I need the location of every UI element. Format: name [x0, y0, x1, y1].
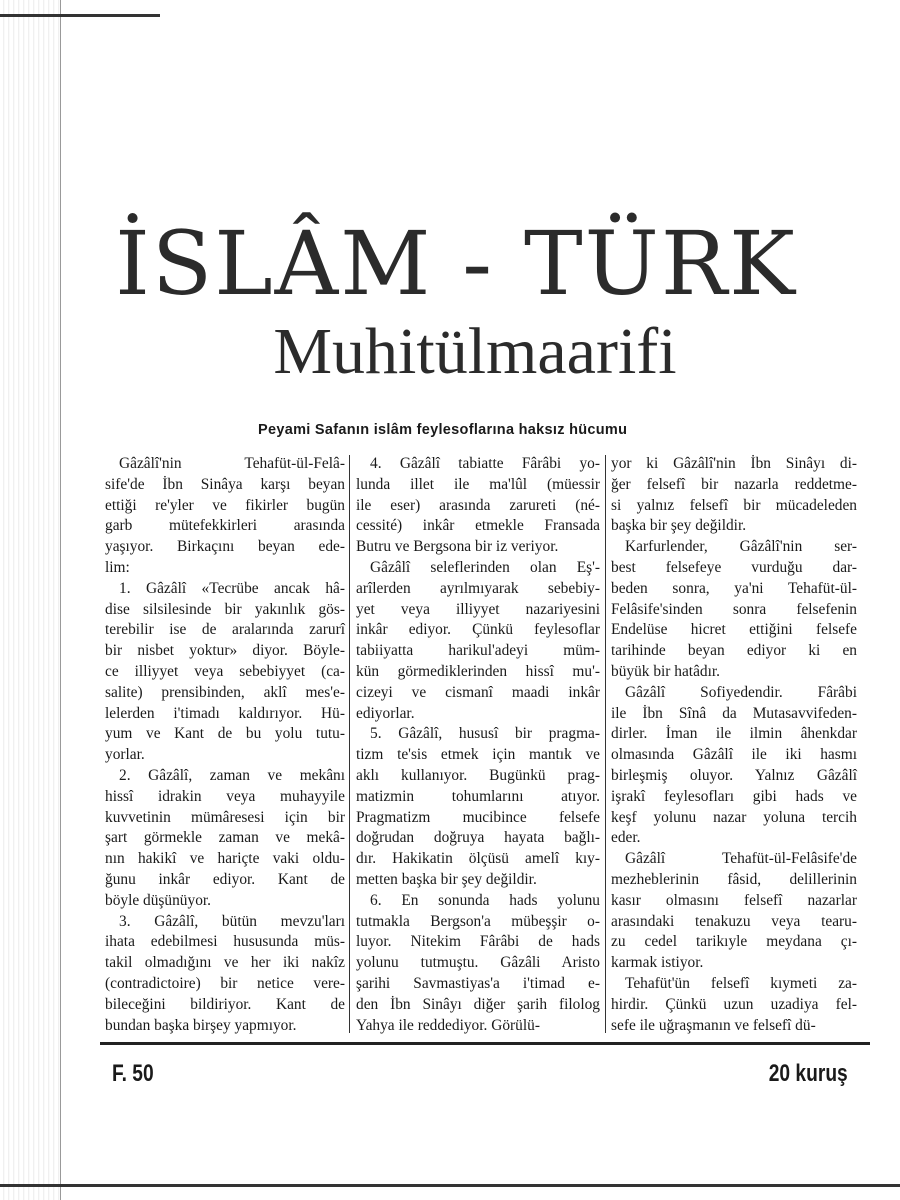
text-line: Endelüse hicret ettiğini felsefe [611, 621, 857, 639]
text-line: tizm te'sis etmek için mantık ve [356, 746, 600, 764]
text-line: doğrudan doğruya hayata bağlı- [356, 829, 600, 847]
text-line: kuvvetinin mümâresesi için bir [105, 808, 345, 826]
text-line: hissî idrakin veya muhayyile [105, 787, 345, 805]
text-line: zu cedel tarikıyle meydana çı- [611, 933, 857, 951]
text-line: ğunu inkâr ediyor. Kant de [105, 870, 345, 888]
paragraph [611, 537, 857, 683]
text-line: salite) prensibinden, aklî mes'e- [105, 683, 345, 701]
text-line: lunda illet ile ma'lûl (müessir [356, 475, 600, 493]
price: 20 kuruş [769, 1060, 848, 1087]
text-line: Butru ve Bergsona bir iz veriyor. [356, 538, 559, 556]
masthead-subtitle: Muhitülmaarifi [273, 315, 677, 388]
text-line: Tehafüt'ün felsefî kıymeti za- [625, 974, 857, 992]
paragraph [356, 891, 600, 1037]
column-divider [605, 455, 606, 1033]
text-line: olmasında Gâzâlî ile iki hasmı [611, 746, 857, 764]
text-line: hirdir. Çünkü uzun uzadiya fel- [611, 995, 857, 1013]
text-line: kün görmediklerinden hissî mu'- [356, 662, 600, 680]
text-line: dise silsilesinde bir yakınlık gös- [105, 600, 345, 618]
article-column-2 [356, 454, 600, 1036]
text-line: büyük bir hatâdır. [611, 662, 720, 680]
paragraph [611, 454, 857, 537]
text-line: dirler. İman ile ilmin âhenkdar [611, 725, 857, 743]
text-line: Gâzâlî seleflerinden olan Eş'- [370, 558, 600, 576]
text-line: tutmakla Bergson'a mübeşşir o- [356, 912, 600, 930]
text-line: cizeyi ve cismanî maadi inkâr [356, 683, 600, 701]
text-line: ettiği re'yler ve fikirler bugün [105, 496, 345, 514]
text-line: beden sonra, ya'ni Tehafüt-ül- [611, 579, 857, 597]
text-line: 3. Gâzâlî, bütün mevzu'ları [119, 912, 345, 930]
text-line: eder. [611, 829, 641, 847]
text-line: ce illiyyet veya sebebiyyet (ca- [105, 662, 345, 680]
column-divider [349, 455, 350, 1033]
text-line: yaşıyor. Birkaçını beyan ede- [105, 538, 345, 556]
page-edge [60, 0, 61, 1200]
paragraph [105, 912, 345, 1037]
text-line: birleşmiş oluyor. Yalnız Gâzâlî [611, 766, 857, 784]
text-line: takil olmadığını ve her iki nakîz [105, 954, 345, 972]
text-line: Felâsife'sinden sonra felsefenin [611, 600, 857, 618]
text-line: Gâzâlî Sofiyedendir. Fârâbi [625, 683, 857, 701]
scan-binding-margin [0, 0, 62, 1200]
paragraph [105, 766, 345, 912]
text-line: sife'de İbn Sinâya karşı beyan [105, 475, 345, 493]
text-line: Gâzâlî Tehafüt-ül-Felâsife'de [625, 850, 857, 868]
text-line: yum ve Kant de bu yolu tutu- [105, 725, 345, 743]
text-line: tarihinde beyan ediyor ki en [611, 642, 857, 660]
article-headline: Peyami Safanın islâm feylesoflarına haksız hücumu [258, 422, 628, 438]
text-line: yorlar. [105, 746, 145, 764]
text-line: yet veya illiyyet nazariyesini [356, 600, 600, 618]
text-line: Karfurlender, Gâzâlî'nin ser- [625, 538, 857, 556]
text-line: nın hakikî ve hariçte vaki oldu- [105, 850, 345, 868]
text-line: bileceğini bildiriyor. Kant de [105, 995, 345, 1013]
text-line: tabiiyatta harikul'adeyi müm- [356, 642, 600, 660]
text-line: matizmin tohumlarını atıyor. [356, 787, 600, 805]
footer-rule [100, 1042, 870, 1045]
bottom-rule [0, 1184, 900, 1187]
text-line: ğer felsefî bir nazarla reddetme- [611, 475, 857, 493]
text-line: metten başka bir şey değildir. [356, 870, 537, 888]
text-line: yolunu tutmuştu. Gâzâli Aristo [356, 954, 600, 972]
text-line: si yalnız felsefî bir mücadeleden [611, 496, 857, 514]
text-line: arasındaki tenakuzu veya tearu- [611, 912, 857, 930]
text-line: arîlerden ayrılmıyarak sebebiy- [356, 579, 600, 597]
text-line: şarihi Savmastiyas'a i'timad e- [356, 974, 600, 992]
text-line: mezheblerinin fâsid, delillerinin [611, 870, 857, 888]
text-line: luyor. Nitekim Fârâbi de hads [356, 933, 600, 951]
article-column-3 [611, 454, 857, 1036]
text-line: işrakî feylesofları gibi hads ve [611, 787, 857, 805]
text-line: lelerden i'timadı kaldırıyor. Hü- [105, 704, 345, 722]
text-line: bir nisbet yoktur» diyor. Böyle- [105, 642, 345, 660]
text-line: 6. En sonunda hads yolunu [370, 891, 600, 909]
paragraph [356, 724, 600, 890]
text-line: sefe ile uğraşmanın ve felsefî dü- [611, 1016, 816, 1034]
issue-number: F. 50 [112, 1060, 154, 1087]
text-line: Pragmatizm mucibince felsefe [356, 808, 600, 826]
text-line: ile İbn Sînâ da Mutasavvifeden- [611, 704, 857, 722]
paragraph [356, 454, 600, 558]
text-line: kasır olmasını felsefî nazarlar [611, 891, 857, 909]
text-line: keşf yolunu nazar yoluna tercih [611, 808, 857, 826]
text-line: aklı kullanıyor. Bugünkü prag- [356, 766, 600, 784]
text-line: bundan başka birşey yapmıyor. [105, 1016, 297, 1034]
text-line: garb mütefekkirleri arasında [105, 517, 345, 535]
text-line: cessité) inkâr etmekle Fransada [356, 517, 600, 535]
text-line: lim: [105, 558, 130, 576]
text-line: başka bir şey değildir. [611, 517, 747, 535]
paragraph [611, 849, 857, 974]
text-line: best felsefeye vurduğu dar- [611, 558, 857, 576]
text-line: terebilir ise de aralarında zarurî [105, 621, 345, 639]
text-line: ihata edebilmesi hususunda müs- [105, 933, 345, 951]
text-line: ediyorlar. [356, 704, 415, 722]
text-line: inkâr ediyor. Çünkü feylesoflar [356, 621, 600, 639]
text-line: dır. Hakikatin ölçüsü amelî kıy- [356, 850, 600, 868]
paragraph [105, 579, 345, 766]
masthead-title: İSLÂM - TÜRK [115, 212, 797, 315]
text-line: 1. Gâzâlî «Tecrübe ancak hâ- [119, 579, 345, 597]
text-line: den İbn Sinâyı diğer şarih filolog [356, 995, 600, 1013]
text-line: 2. Gâzâlî, zaman ve mekânı [119, 766, 345, 784]
text-line: karmak istiyor. [611, 954, 704, 972]
text-line: ile eser) arasında zarureti (né- [356, 496, 600, 514]
article-column-1 [105, 454, 345, 1036]
text-line: Yahya ile reddediyor. Görülü- [356, 1016, 540, 1034]
text-line: 4. Gâzâlî tabiatte Fârâbi yo- [370, 455, 600, 472]
paragraph [611, 974, 857, 1036]
text-line: yor ki Gâzâlî'nin İbn Sinâyı di- [611, 455, 857, 472]
top-rule [0, 14, 160, 17]
text-line: böyle düşünüyor. [105, 891, 212, 909]
text-line: 5. Gâzâlî, hususî bir pragma- [370, 725, 600, 743]
text-line: şart görmekle zaman ve mekâ- [105, 829, 345, 847]
paragraph [611, 683, 857, 849]
paragraph [356, 558, 600, 724]
paragraph [105, 454, 345, 579]
text-line: Gâzâlî'nin Tehafüt-ül-Felâ- [119, 455, 345, 472]
text-line: (contradictoire) bir netice vere- [105, 974, 345, 992]
